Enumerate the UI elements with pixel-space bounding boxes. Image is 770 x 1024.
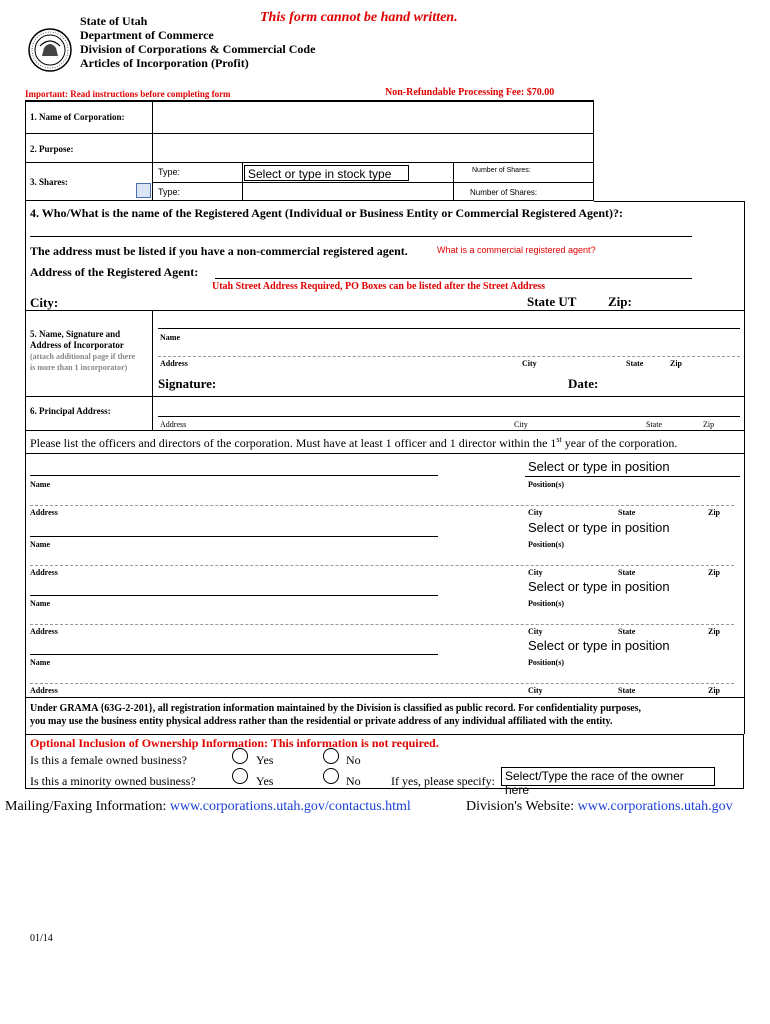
officer-1-zip-caption: Zip [708,508,721,517]
principal-address-caption: Address [160,420,187,429]
minority-owned-no-label: No [346,774,361,788]
officer-3-name-input[interactable] [30,581,438,595]
number-of-shares-label: Number of Shares: [472,167,531,174]
stock-type-select[interactable]: Select or type in stock type [244,165,409,181]
commercial-agent-link[interactable]: What is a commercial registered agent? [437,245,596,255]
principal-zip-caption: Zip [703,420,715,429]
agent-state-label: State UT [527,294,577,309]
incorporator-address-input[interactable] [158,343,740,356]
header-form-title: Articles of Incorporation (Profit) [80,56,249,70]
officer-2-city-caption: City [528,568,543,577]
incorporator-name-caption: Name [160,333,180,342]
principal-state-caption: State [646,420,662,429]
principal-address-label: 6. Principal Address: [30,406,111,416]
officer-2-zip-caption: Zip [708,568,721,577]
agent-address-label: Address of the Registered Agent: [30,265,199,279]
officer-3-address-caption: Address [30,627,58,636]
officer-2-address-caption: Address [30,568,58,577]
registered-agent-question: 4. Who/What is the name of the Registered Agent (Individual or Business Entity or Commercial Registered Agent)?: [30,206,623,220]
officer-4-zip-caption: Zip [708,686,721,695]
header-state: State of Utah [80,14,148,28]
minority-owned-yes-label: Yes [256,774,274,788]
officer-3-position-select[interactable]: Select or type in position [528,579,670,594]
corp-name-label: 1. Name of Corporation: [30,112,125,122]
incorporator-label-2: Address of Incorporator [30,340,124,350]
signature-label: Signature: [158,376,217,391]
officer-4-name-caption: Name [30,658,50,667]
agent-city-label: City: [30,295,59,310]
form-version: 01/14 [30,933,53,944]
officer-2-state-caption: State [618,568,636,577]
minority-owned-question: Is this a minority owned business? [30,774,196,788]
corp-name-input[interactable] [154,102,592,132]
signature-field[interactable] [230,372,550,390]
officer-4-address-caption: Address [30,686,58,695]
purpose-input[interactable] [154,134,592,161]
mailing-faxing-info: Mailing/Faxing Information: www.corporations.utah.gov/contactus.html [5,799,411,814]
officer-1-name-input[interactable] [30,460,438,475]
header-division: Division of Corporations & Commercial Code [80,42,316,56]
stock-type-input-2[interactable] [244,184,452,200]
officer-4-address-input[interactable] [30,670,734,683]
officer-2-name-caption: Name [30,540,50,549]
officer-1-city-caption: City [528,508,543,517]
officer-1-address-caption: Address [30,508,58,517]
agent-zip-label: Zip: [608,294,632,309]
officer-1-address-input[interactable] [30,492,734,505]
incorporator-name-input[interactable] [158,314,740,328]
hand-written-warning: This form cannot be hand written. [260,10,458,25]
incorporator-state-caption: State [626,359,644,368]
incorporator-note-1: (attach additional page if there [30,352,136,361]
number-of-shares-label-2: Number of Shares: [470,188,538,197]
website-link[interactable]: www.corporations.utah.gov [577,799,733,814]
female-owned-no-label: No [346,753,361,767]
registered-agent-name-input[interactable] [30,222,692,236]
incorporator-label-1: 5. Name, Signature and [30,329,121,339]
female-owned-question: Is this a female owned business? [30,753,187,767]
officer-4-name-input[interactable] [30,640,438,654]
officer-1-name-caption: Name [30,480,50,489]
officer-2-positions-caption: Position(s) [528,540,564,549]
division-website: Division's Website: www.corporations.utah.gov [466,799,733,814]
stock-type-label: Type: [158,167,181,177]
owner-race-select[interactable]: Select/Type the race of the owner here [501,767,715,786]
officer-1-position-select[interactable]: Select or type in position [525,458,740,477]
utah-street-note: Utah Street Address Required, PO Boxes can be listed after the Street Address [212,281,546,292]
officer-3-name-caption: Name [30,599,50,608]
officer-2-position-select[interactable]: Select or type in position [528,520,670,535]
utah-state-seal [28,28,72,72]
officer-2-address-input[interactable] [30,552,734,565]
female-owned-no-radio[interactable] [323,748,339,764]
officer-4-state-caption: State [618,686,636,695]
header-department: Department of Commerce [80,28,214,42]
incorporator-address-caption: Address [160,359,188,368]
incorporator-note-2: is more than 1 incorporator) [30,363,128,372]
officer-3-city-caption: City [528,627,543,636]
important-notice: Important: Read instructions before completing form [25,89,231,99]
stock-type-label-2: Type: [158,187,181,197]
officer-4-city-caption: City [528,686,543,695]
grama-line-2: you may use the business entity physical address rather than the residential or private address of any individual affiliated with the entity. [30,716,613,727]
officer-4-position-select[interactable]: Select or type in position [528,638,670,653]
agent-address-note: The address must be listed if you have a non-commercial registered agent. [30,244,408,258]
officer-2-name-input[interactable] [30,522,438,536]
incorporator-zip-caption: Zip [670,359,683,368]
principal-city-caption: City [514,420,528,429]
female-owned-yes-radio[interactable] [232,748,248,764]
officer-3-zip-caption: Zip [708,627,721,636]
principal-address-input[interactable] [158,400,740,416]
add-stock-checkbox[interactable] [136,183,151,198]
agent-address-input[interactable] [215,264,692,278]
officers-intro: Please list the officers and directors of the corporation. Must have at least 1 officer and 1 director within the 1st year of the corporation. [30,435,678,450]
incorporator-city-caption: City [522,359,537,368]
specify-label: If yes, please specify: [391,774,495,788]
officer-3-address-input[interactable] [30,611,734,624]
ownership-title: Optional Inclusion of Ownership Information: This information is not required. [30,736,439,750]
grama-line-1: Under GRAMA {63G-2-201}, all registration information maintained by the Division is classified as public record. For confidentiality purposes, [30,703,642,714]
officer-1-positions-caption: Position(s) [528,480,564,489]
shares-label: 3. Shares: [30,177,68,187]
minority-owned-no-radio[interactable] [323,768,339,784]
processing-fee: Non-Refundable Processing Fee: $70.00 [385,87,555,98]
officer-3-state-caption: State [618,627,636,636]
purpose-label: 2. Purpose: [30,144,74,154]
officer-4-positions-caption: Position(s) [528,658,564,667]
minority-owned-yes-radio[interactable] [232,768,248,784]
female-owned-yes-label: Yes [256,753,274,767]
officer-3-positions-caption: Position(s) [528,599,564,608]
officer-1-state-caption: State [618,508,636,517]
date-field[interactable] [602,372,740,390]
contactus-link[interactable]: www.corporations.utah.gov/contactus.html [169,799,411,814]
date-label: Date: [568,376,599,391]
